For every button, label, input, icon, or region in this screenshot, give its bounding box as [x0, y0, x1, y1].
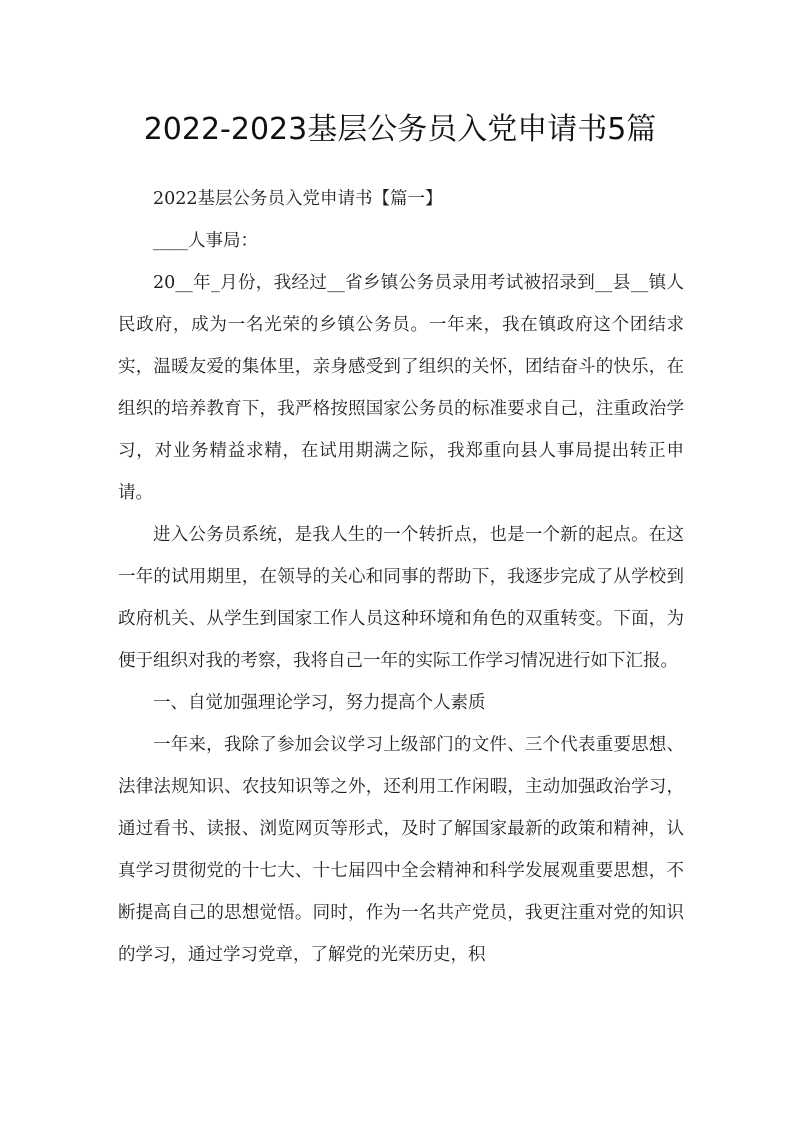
- document-title: 2022-2023基层公务员入党申请书5篇: [143, 112, 657, 147]
- subheading: 一、自觉加强理论学习，努力提高个人素质: [153, 693, 486, 713]
- paragraph: 20__年_月份，我经过__省乡镇公务员录用考试被招录到__县__镇人民政府，成为一名光荣的乡镇公务员。一年来，我在镇政府这个团结求实，温暖友爱的集体里，亲身感受到了组织的关怀，团结奋斗的快乐，在组织的培养教育下，我严格按照国家公务员的标准要求自己，注重政治学习，对业务精益求精，在试用期满之际，我郑重向县人事局提出转正申请。: [118, 273, 684, 503]
- document-body: [118, 178, 684, 976]
- salutation: ____人事局：: [153, 231, 258, 251]
- section-heading: 2022基层公务员入党申请书【篇一】: [153, 189, 443, 209]
- paragraph: 一年来，我除了参加会议学习上级部门的文件、三个代表重要思想、法律法规知识、农技知识等之外，还利用工作闲暇，主动加强政治学习，通过看书、读报、浏览网页等形式，及时了解国家最新的政策和精神，认真学习贯彻党的十七大、十七届四中全会精神和科学发展观重要思想，不断提高自己的思想觉悟。同时，作为一名共产党员，我更注重对党的知识的学习，通过学习党章，了解党的光荣历史，积: [118, 735, 684, 965]
- paragraph: 进入公务员系统，是我人生的一个转折点，也是一个新的起点。在这一年的试用期里，在领导的关心和同事的帮助下，我逐步完成了从学校到政府机关、从学生到国家工作人员这种环境和角色的双重转变。下面，为便于组织对我的考察，我将自己一年的实际工作学习情况进行如下汇报。: [118, 525, 684, 671]
